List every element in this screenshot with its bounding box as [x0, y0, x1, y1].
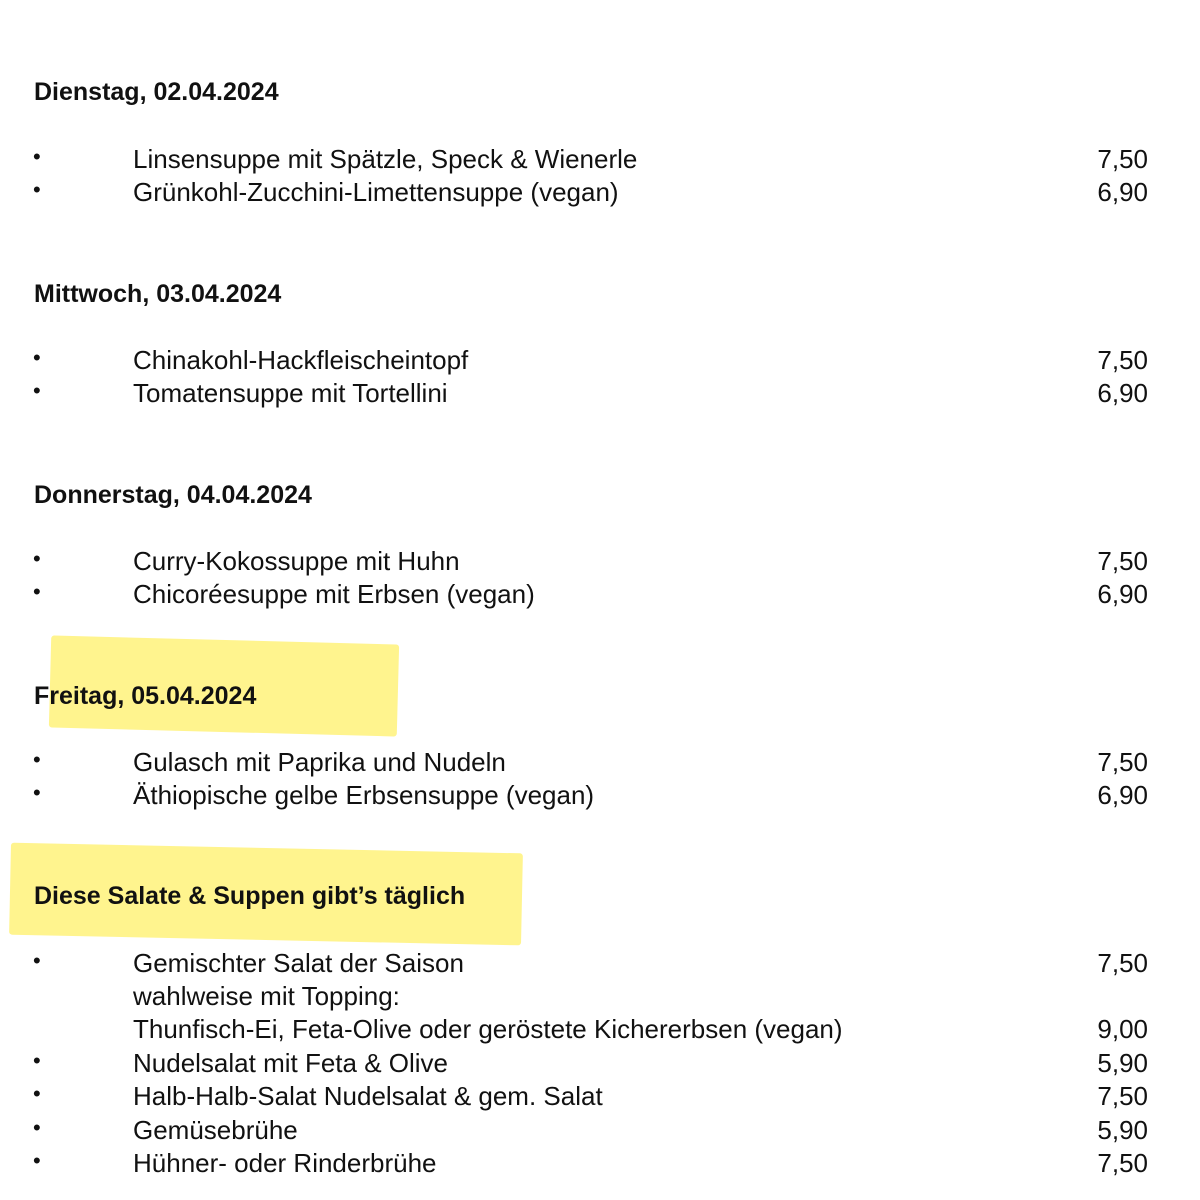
menu-item-price: 7,50 [1097, 345, 1148, 375]
menu-row [0, 1115, 1200, 1149]
bullet: • [33, 144, 41, 169]
menu-row [0, 1148, 1200, 1182]
menu-item-price: 5,90 [1097, 1115, 1148, 1145]
bullet: • [33, 378, 41, 403]
bullet: • [33, 1048, 41, 1073]
menu-item-price: 6,90 [1097, 378, 1148, 408]
menu-item-name: Gemüsebrühe [133, 1115, 298, 1145]
menu-item-name: Hühner- oder Rinderbrühe [133, 1148, 437, 1178]
menu-row [0, 981, 1200, 1015]
menu-item-name: Nudelsalat mit Feta & Olive [133, 1048, 449, 1078]
bullet: • [33, 546, 41, 571]
menu-item-price: 7,50 [1097, 1148, 1148, 1178]
menu-row [0, 948, 1200, 982]
menu-row [0, 1014, 1200, 1048]
menu-row [0, 1081, 1200, 1115]
menu-item-price: 7,50 [1097, 144, 1148, 174]
menu-item-price: 6,90 [1097, 177, 1148, 207]
menu-item-price: 7,50 [1097, 948, 1148, 978]
menu-item-price: 7,50 [1097, 546, 1148, 576]
bullet: • [33, 780, 41, 805]
menu-row [0, 144, 1200, 178]
menu-item-name: Grünkohl-Zucchini-Limettensuppe (vegan) [133, 177, 619, 207]
day-heading-friday: Freitag, 05.04.2024 [34, 682, 257, 710]
bullet: • [33, 1115, 41, 1140]
menu-row [0, 177, 1200, 211]
menu-row [0, 780, 1200, 814]
menu-row [0, 579, 1200, 613]
menu-item-name: Äthiopische gelbe Erbsensuppe (vegan) [133, 780, 595, 810]
bullet: • [33, 948, 41, 973]
menu-item-price: 6,90 [1097, 579, 1148, 609]
menu-item-name: Tomatensuppe mit Tortellini [133, 378, 448, 408]
day-heading-wednesday: Mittwoch, 03.04.2024 [34, 280, 282, 308]
menu-row [0, 747, 1200, 781]
menu-row [0, 1048, 1200, 1082]
menu-item-price: 5,90 [1097, 1048, 1148, 1078]
bullet: • [33, 747, 41, 772]
bullet: • [33, 177, 41, 202]
menu-row [0, 546, 1200, 580]
day-heading-tuesday: Dienstag, 02.04.2024 [34, 78, 279, 106]
bullet: • [33, 579, 41, 604]
menu-item-price: 7,50 [1097, 1081, 1148, 1111]
menu-item-price: 7,50 [1097, 747, 1148, 777]
menu-item-name: wahlweise mit Topping: [133, 981, 400, 1011]
menu-item-name: Chinakohl-Hackfleischeintopf [133, 345, 469, 375]
menu-item-name: Halb-Halb-Salat Nudelsalat & gem. Salat [133, 1081, 603, 1111]
menu-row [0, 378, 1200, 412]
menu-item-name: Linsensuppe mit Spätzle, Speck & Wienerle [133, 144, 638, 174]
daily-heading: Diese Salate & Suppen gibt’s täglich [34, 882, 466, 910]
bullet: • [33, 345, 41, 370]
bullet: • [33, 1148, 41, 1173]
menu-item-name: Curry-Kokossuppe mit Huhn [133, 546, 460, 576]
menu-item-name: Gulasch mit Paprika und Nudeln [133, 747, 506, 777]
day-heading-thursday: Donnerstag, 04.04.2024 [34, 481, 312, 509]
menu-item-price: 9,00 [1097, 1014, 1148, 1044]
menu-item-name: Gemischter Salat der Saison [133, 948, 464, 978]
menu-item-name: Chicoréesuppe mit Erbsen (vegan) [133, 579, 535, 609]
menu-item-price: 6,90 [1097, 780, 1148, 810]
menu-row [0, 345, 1200, 379]
bullet: • [33, 1081, 41, 1106]
menu-item-name: Thunfisch-Ei, Feta-Olive oder geröstete Kichererbsen (vegan) [133, 1014, 843, 1044]
